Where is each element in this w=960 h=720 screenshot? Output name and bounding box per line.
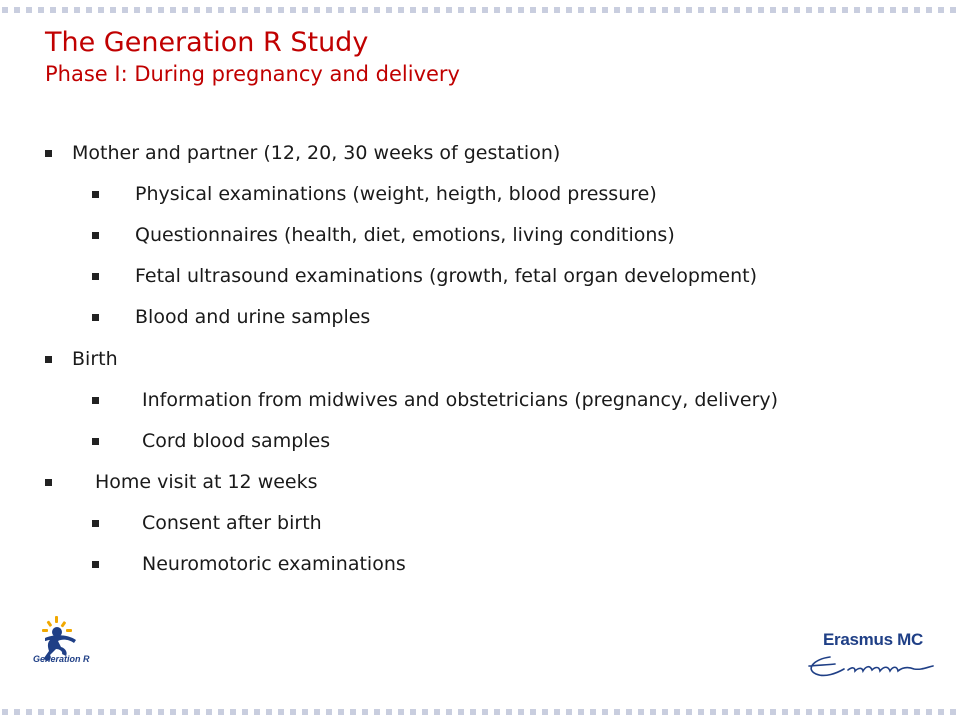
bullet-item: Physical examinations (weight, heigth, blood pressure) — [135, 183, 657, 205]
border-dot — [110, 709, 116, 715]
border-dot — [710, 709, 716, 715]
bullet-marker — [92, 273, 99, 280]
border-dot — [926, 709, 932, 715]
bullet-item: Cord blood samples — [142, 430, 331, 452]
border-dot — [98, 709, 104, 715]
border-dot — [2, 709, 8, 715]
border-dot — [386, 709, 392, 715]
border-dot — [650, 709, 656, 715]
border-dot — [26, 709, 32, 715]
border-dot — [842, 709, 848, 715]
border-dot — [662, 709, 668, 715]
border-dot — [74, 709, 80, 715]
bullet-item: Neuromotoric examinations — [142, 553, 406, 575]
generation-r-logo — [28, 612, 128, 674]
border-dot — [482, 709, 488, 715]
border-dot — [218, 709, 224, 715]
border-dot — [794, 709, 800, 715]
border-dot — [290, 709, 296, 715]
bullet-marker — [92, 232, 99, 239]
border-dot — [122, 709, 128, 715]
border-dot — [254, 709, 260, 715]
border-dot — [302, 709, 308, 715]
bullet-item: Birth — [72, 348, 118, 370]
border-dot — [674, 709, 680, 715]
border-dot — [902, 709, 908, 715]
border-dot — [314, 709, 320, 715]
border-dot — [434, 709, 440, 715]
border-dot — [278, 709, 284, 715]
border-dot — [878, 709, 884, 715]
bullet-marker — [92, 314, 99, 321]
border-dot — [86, 709, 92, 715]
bullet-marker — [92, 397, 99, 404]
border-dot — [770, 709, 776, 715]
border-dot — [62, 709, 68, 715]
bullet-item: Questionnaires (health, diet, emotions, living conditions) — [135, 224, 675, 246]
border-dot — [194, 709, 200, 715]
border-dot — [518, 709, 524, 715]
bullet-marker — [92, 520, 99, 527]
erasmus-mc-logo-text: Erasmus MC — [823, 630, 923, 649]
border-dot — [242, 709, 248, 715]
border-dot — [866, 709, 872, 715]
bullet-item: Mother and partner (12, 20, 30 weeks of gestation) — [72, 142, 561, 164]
border-dot — [230, 709, 236, 715]
border-dot — [734, 709, 740, 715]
border-dot — [38, 709, 44, 715]
border-dot — [158, 709, 164, 715]
border-dot — [830, 709, 836, 715]
border-dot — [758, 709, 764, 715]
border-dot — [938, 709, 944, 715]
bullet-marker — [92, 191, 99, 198]
bullet-marker — [45, 479, 52, 486]
border-dot — [686, 709, 692, 715]
border-dot — [374, 709, 380, 715]
border-dot — [350, 709, 356, 715]
erasmus-signature-icon — [800, 628, 940, 690]
bullet-item: Fetal ultrasound examinations (growth, fetal organ development) — [135, 265, 757, 287]
bullet-marker — [45, 150, 52, 157]
border-dot — [422, 709, 428, 715]
border-dot — [398, 709, 404, 715]
border-dot — [722, 709, 728, 715]
bullet-item: Blood and urine samples — [135, 306, 371, 328]
border-dot — [602, 709, 608, 715]
border-dot — [782, 709, 788, 715]
border-dot — [494, 709, 500, 715]
border-dot — [698, 709, 704, 715]
border-dot — [170, 709, 176, 715]
border-dot — [950, 709, 956, 715]
border-dot — [638, 709, 644, 715]
bullet-marker — [45, 356, 52, 363]
border-dot — [746, 709, 752, 715]
bullet-item: Home visit at 12 weeks — [95, 471, 318, 493]
border-dot — [614, 709, 620, 715]
border-dot — [854, 709, 860, 715]
border-dot — [50, 709, 56, 715]
border-dot — [890, 709, 896, 715]
border-dot — [146, 709, 152, 715]
bullet-marker — [92, 438, 99, 445]
border-dot — [266, 709, 272, 715]
border-dot — [914, 709, 920, 715]
border-dot — [446, 709, 452, 715]
border-dot — [410, 709, 416, 715]
generation-r-logo-text: Generation R — [33, 654, 90, 664]
dotted-border-pattern — [0, 708, 960, 716]
border-dot — [626, 709, 632, 715]
border-dot — [506, 709, 512, 715]
bullet-marker — [92, 561, 99, 568]
border-dot — [806, 709, 812, 715]
generation-r-figure-icon — [28, 612, 128, 674]
bullet-item: Consent after birth — [142, 512, 322, 534]
border-dot — [182, 709, 188, 715]
bullet-item: Information from midwives and obstetricians (pregnancy, delivery) — [142, 389, 779, 411]
border-dot — [134, 709, 140, 715]
border-dot — [338, 709, 344, 715]
bottom-dotted-border — [0, 708, 960, 716]
border-dot — [326, 709, 332, 715]
border-dot — [542, 709, 548, 715]
border-dot — [362, 709, 368, 715]
border-dot — [206, 709, 212, 715]
border-dot — [470, 709, 476, 715]
border-dot — [458, 709, 464, 715]
erasmus-mc-logo — [800, 628, 940, 690]
border-dot — [818, 709, 824, 715]
slide-title: The Generation R Study — [45, 27, 369, 58]
border-dot — [578, 709, 584, 715]
border-dot — [554, 709, 560, 715]
border-dot — [530, 709, 536, 715]
border-dot — [14, 709, 20, 715]
border-dot — [590, 709, 596, 715]
slide-subtitle: Phase I: During pregnancy and delivery — [45, 62, 460, 86]
border-dot — [566, 709, 572, 715]
